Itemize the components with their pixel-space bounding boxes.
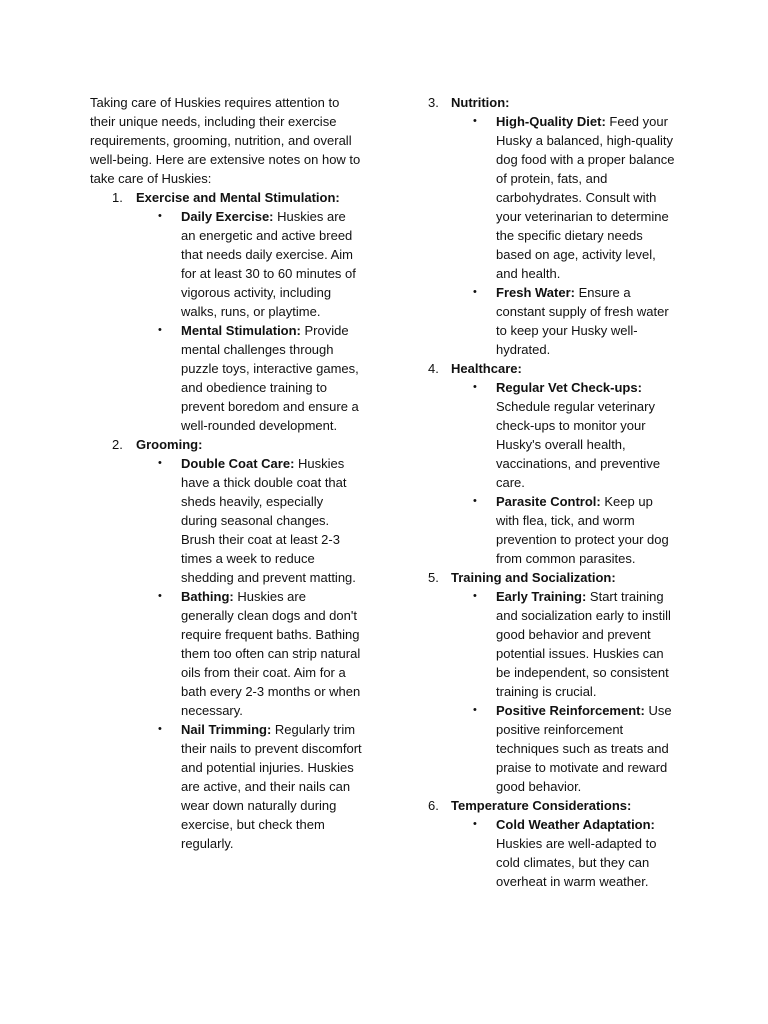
list-item [451, 112, 678, 283]
section-temperature [428, 796, 678, 891]
bullet-icon: • [473, 590, 477, 602]
bullet-list [451, 587, 678, 796]
section-list-left [90, 188, 362, 853]
item-term: Mental Stimulation: [181, 323, 301, 338]
item-text: Regularly trim their nails to prevent discomfort and potential injuries. Huskies are active, and their nails can wear down naturally during exercise, but check them regularly. [181, 722, 362, 851]
bullet-icon: • [158, 324, 162, 336]
bullet-icon: • [158, 723, 162, 735]
section-number: 3. [428, 95, 439, 110]
section-title: Nutrition: [451, 95, 510, 110]
list-item [451, 283, 678, 359]
section-title: Exercise and Mental Stimulation: [136, 190, 340, 205]
bullet-icon: • [473, 381, 477, 393]
item-term: Fresh Water: [496, 285, 575, 300]
bullet-icon: • [473, 495, 477, 507]
bullet-icon: • [473, 286, 477, 298]
list-item [451, 492, 678, 568]
item-text: Huskies are generally clean dogs and don't require frequent baths. Bathing them too often can strip natural oils from their coat. Aim for a bath every 2-3 months or when necessary. [181, 589, 361, 718]
item-term: Nail Trimming: [181, 722, 272, 737]
list-item [136, 321, 362, 435]
section-title: Grooming: [136, 437, 203, 452]
bullet-icon: • [158, 590, 162, 602]
bullet-list [136, 454, 362, 853]
section-title: Training and Socialization: [451, 570, 616, 585]
left-column [90, 93, 362, 853]
item-term: Positive Reinforcement: [496, 703, 645, 718]
bullet-icon: • [158, 210, 162, 222]
section-exercise [90, 188, 362, 435]
item-text: Feed your Husky a balanced, high-quality dog food with a proper balance of protein, fats, and carbohydrates. Consult with your veterinarian to determine the specific dietary needs based on age, activity level, and health. [496, 114, 675, 281]
bullet-icon: • [473, 704, 477, 716]
section-grooming [90, 435, 362, 853]
list-item [136, 587, 362, 720]
item-text: Use positive reinforcement techniques such as treats and praise to motivate and reward good behavior. [496, 703, 672, 794]
bullet-icon: • [473, 115, 477, 127]
item-term: High-Quality Diet: [496, 114, 606, 129]
intro-paragraph: Taking care of Huskies requires attention to their unique needs, including their exercise requirements, grooming, nutrition, and overall well-being. Here are extensive notes on how to take care of Huskies: [90, 95, 361, 186]
bullet-list [451, 378, 678, 568]
section-title: Healthcare: [451, 361, 522, 376]
item-text: Schedule regular veterinary check-ups to monitor your Husky's overall health, vaccinations, and preventive care. [496, 399, 661, 490]
item-text: Keep up with flea, tick, and worm prevention to protect your dog from common parasites. [496, 494, 669, 566]
list-item [451, 587, 678, 701]
section-list-right [428, 93, 678, 891]
bullet-list [451, 112, 678, 359]
section-healthcare [428, 359, 678, 568]
item-term: Early Training: [496, 589, 587, 604]
section-title: Temperature Considerations: [451, 798, 632, 813]
item-term: Parasite Control: [496, 494, 601, 509]
bullet-icon: • [473, 818, 477, 830]
list-item [136, 454, 362, 587]
item-text: Huskies are well-adapted to cold climates, but they can overheat in warm weather. [496, 836, 657, 889]
list-item [451, 815, 678, 891]
item-term: Double Coat Care: [181, 456, 295, 471]
item-text: Provide mental challenges through puzzle toys, interactive games, and obedience training to prevent boredom and ensure a well-rounded development. [181, 323, 359, 433]
item-term: Bathing: [181, 589, 234, 604]
section-number: 4. [428, 361, 439, 376]
list-item [136, 720, 362, 853]
item-term: Daily Exercise: [181, 209, 274, 224]
item-term: Regular Vet Check-ups: [496, 380, 642, 395]
bullet-list [136, 207, 362, 435]
section-number: 1. [112, 190, 123, 205]
bullet-icon: • [158, 457, 162, 469]
item-term: Cold Weather Adaptation: [496, 817, 655, 832]
right-column [428, 93, 678, 891]
item-text: Huskies have a thick double coat that sheds heavily, especially during seasonal changes. Brush their coat at least 2-3 times a week to reduce shedding and prevent matting. [181, 456, 356, 585]
item-text: Start training and socialization early to instill good behavior and prevent potential issues. Huskies can be independent, so consistent training is crucial. [496, 589, 671, 699]
item-text: Ensure a constant supply of fresh water to keep your Husky well-hydrated. [496, 285, 669, 357]
list-item [451, 701, 678, 796]
section-training [428, 568, 678, 796]
section-nutrition [428, 93, 678, 359]
bullet-list [451, 815, 678, 891]
list-item [451, 378, 678, 492]
section-number: 5. [428, 570, 439, 585]
item-text: Huskies are an energetic and active breed that needs daily exercise. Aim for at least 30 to 60 minutes of vigorous activity, including walks, runs, or playtime. [181, 209, 356, 319]
list-item [136, 207, 362, 321]
section-number: 6. [428, 798, 439, 813]
section-number: 2. [112, 437, 123, 452]
